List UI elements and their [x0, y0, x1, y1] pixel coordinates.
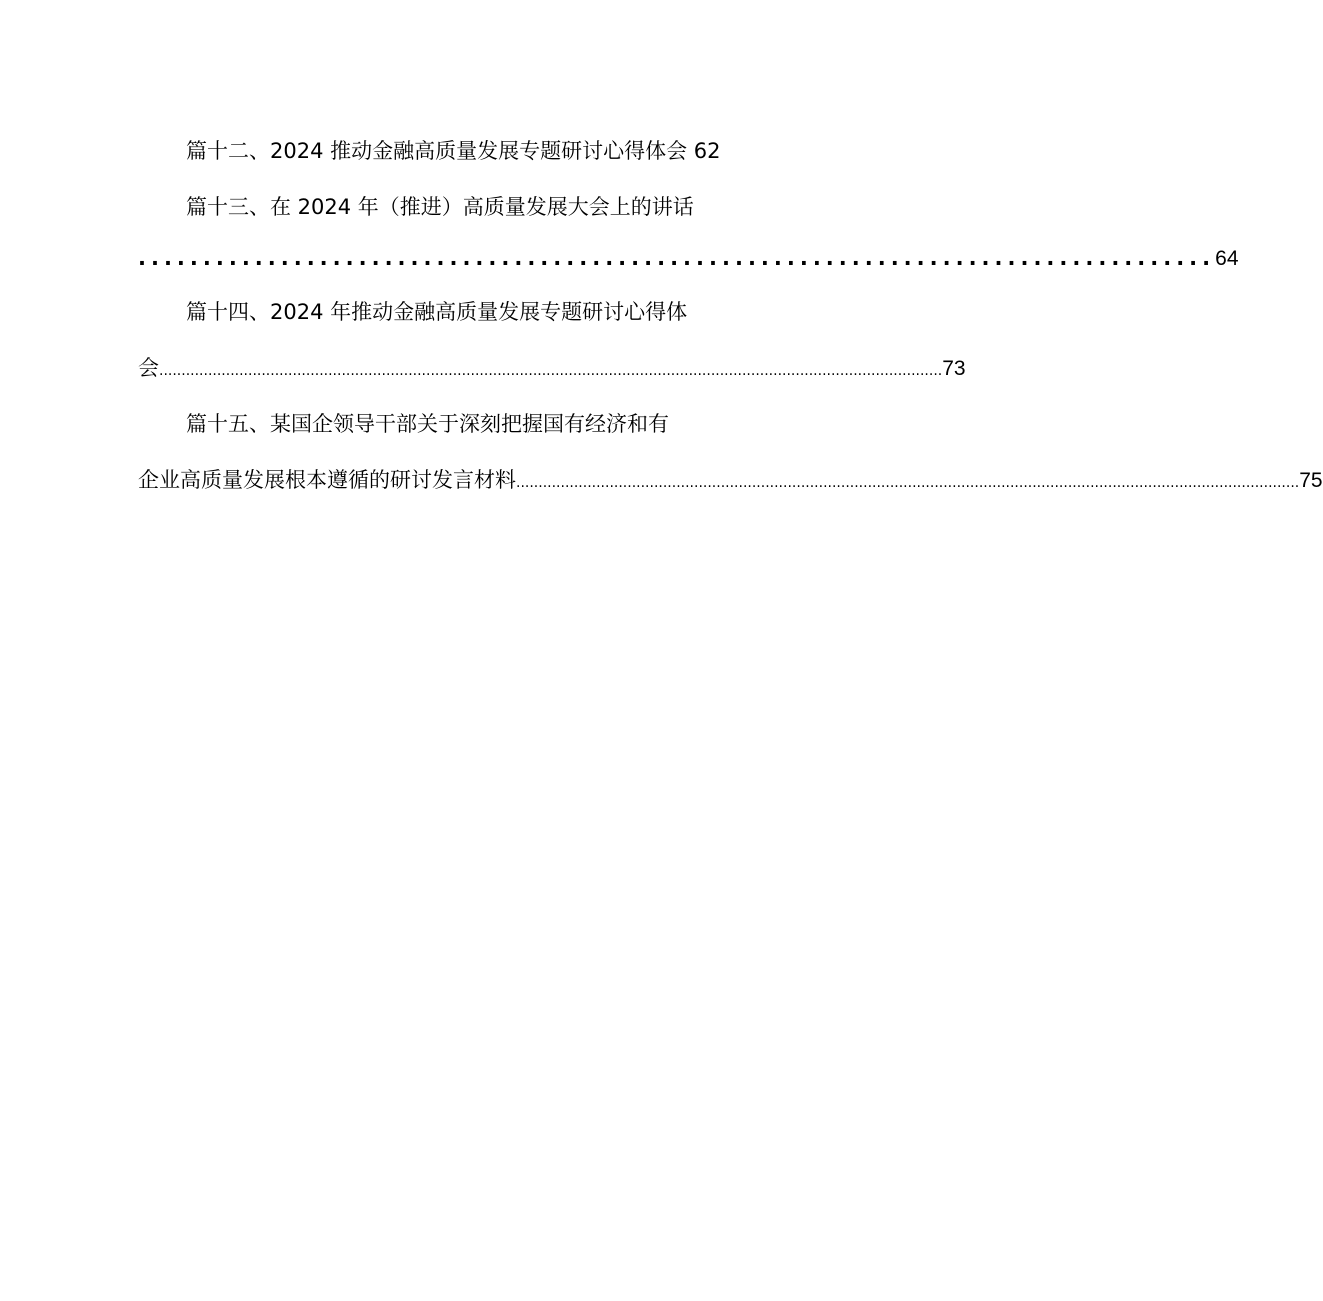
dot-leader: ...................................................................................	[138, 246, 1216, 270]
toc-entry-14-text: 篇十四、2024 年推动金融高质量发展专题研讨心得体	[186, 300, 688, 324]
toc-entry-15-leader-row[interactable]	[138, 466, 1323, 497]
toc-entry-15-text: 篇十五、某国企领导干部关于深刻把握国有经济和有	[186, 412, 669, 436]
dot-leader: ................................................................................................................................................................................	[516, 475, 1300, 491]
toc-entry-12[interactable]	[186, 137, 721, 165]
toc-entry-14-leader-row[interactable]	[138, 354, 966, 385]
toc-entry-15-page: 75	[1299, 469, 1323, 492]
toc-entry-13-leader-row[interactable]	[138, 244, 1239, 273]
toc-entry-13-page: 64	[1215, 247, 1239, 270]
toc-entry-13-text: 篇十三、在 2024 年（推进）高质量发展大会上的讲话	[186, 195, 694, 219]
toc-entry-14-text-line2: 会	[138, 356, 159, 380]
toc-entry-15-text-line2: 企业高质量发展根本遵循的研讨发言材料	[138, 468, 516, 492]
dot-leader: ................................................................................................................................................................................	[159, 363, 943, 379]
toc-entry-14-page: 73	[942, 357, 966, 380]
toc-entry-13[interactable]	[186, 193, 694, 221]
toc-entry-12-text: 篇十二、2024 推动金融高质量发展专题研讨心得体会 62	[186, 139, 721, 163]
toc-entry-15[interactable]	[186, 410, 669, 438]
toc-entry-14[interactable]	[186, 298, 687, 326]
